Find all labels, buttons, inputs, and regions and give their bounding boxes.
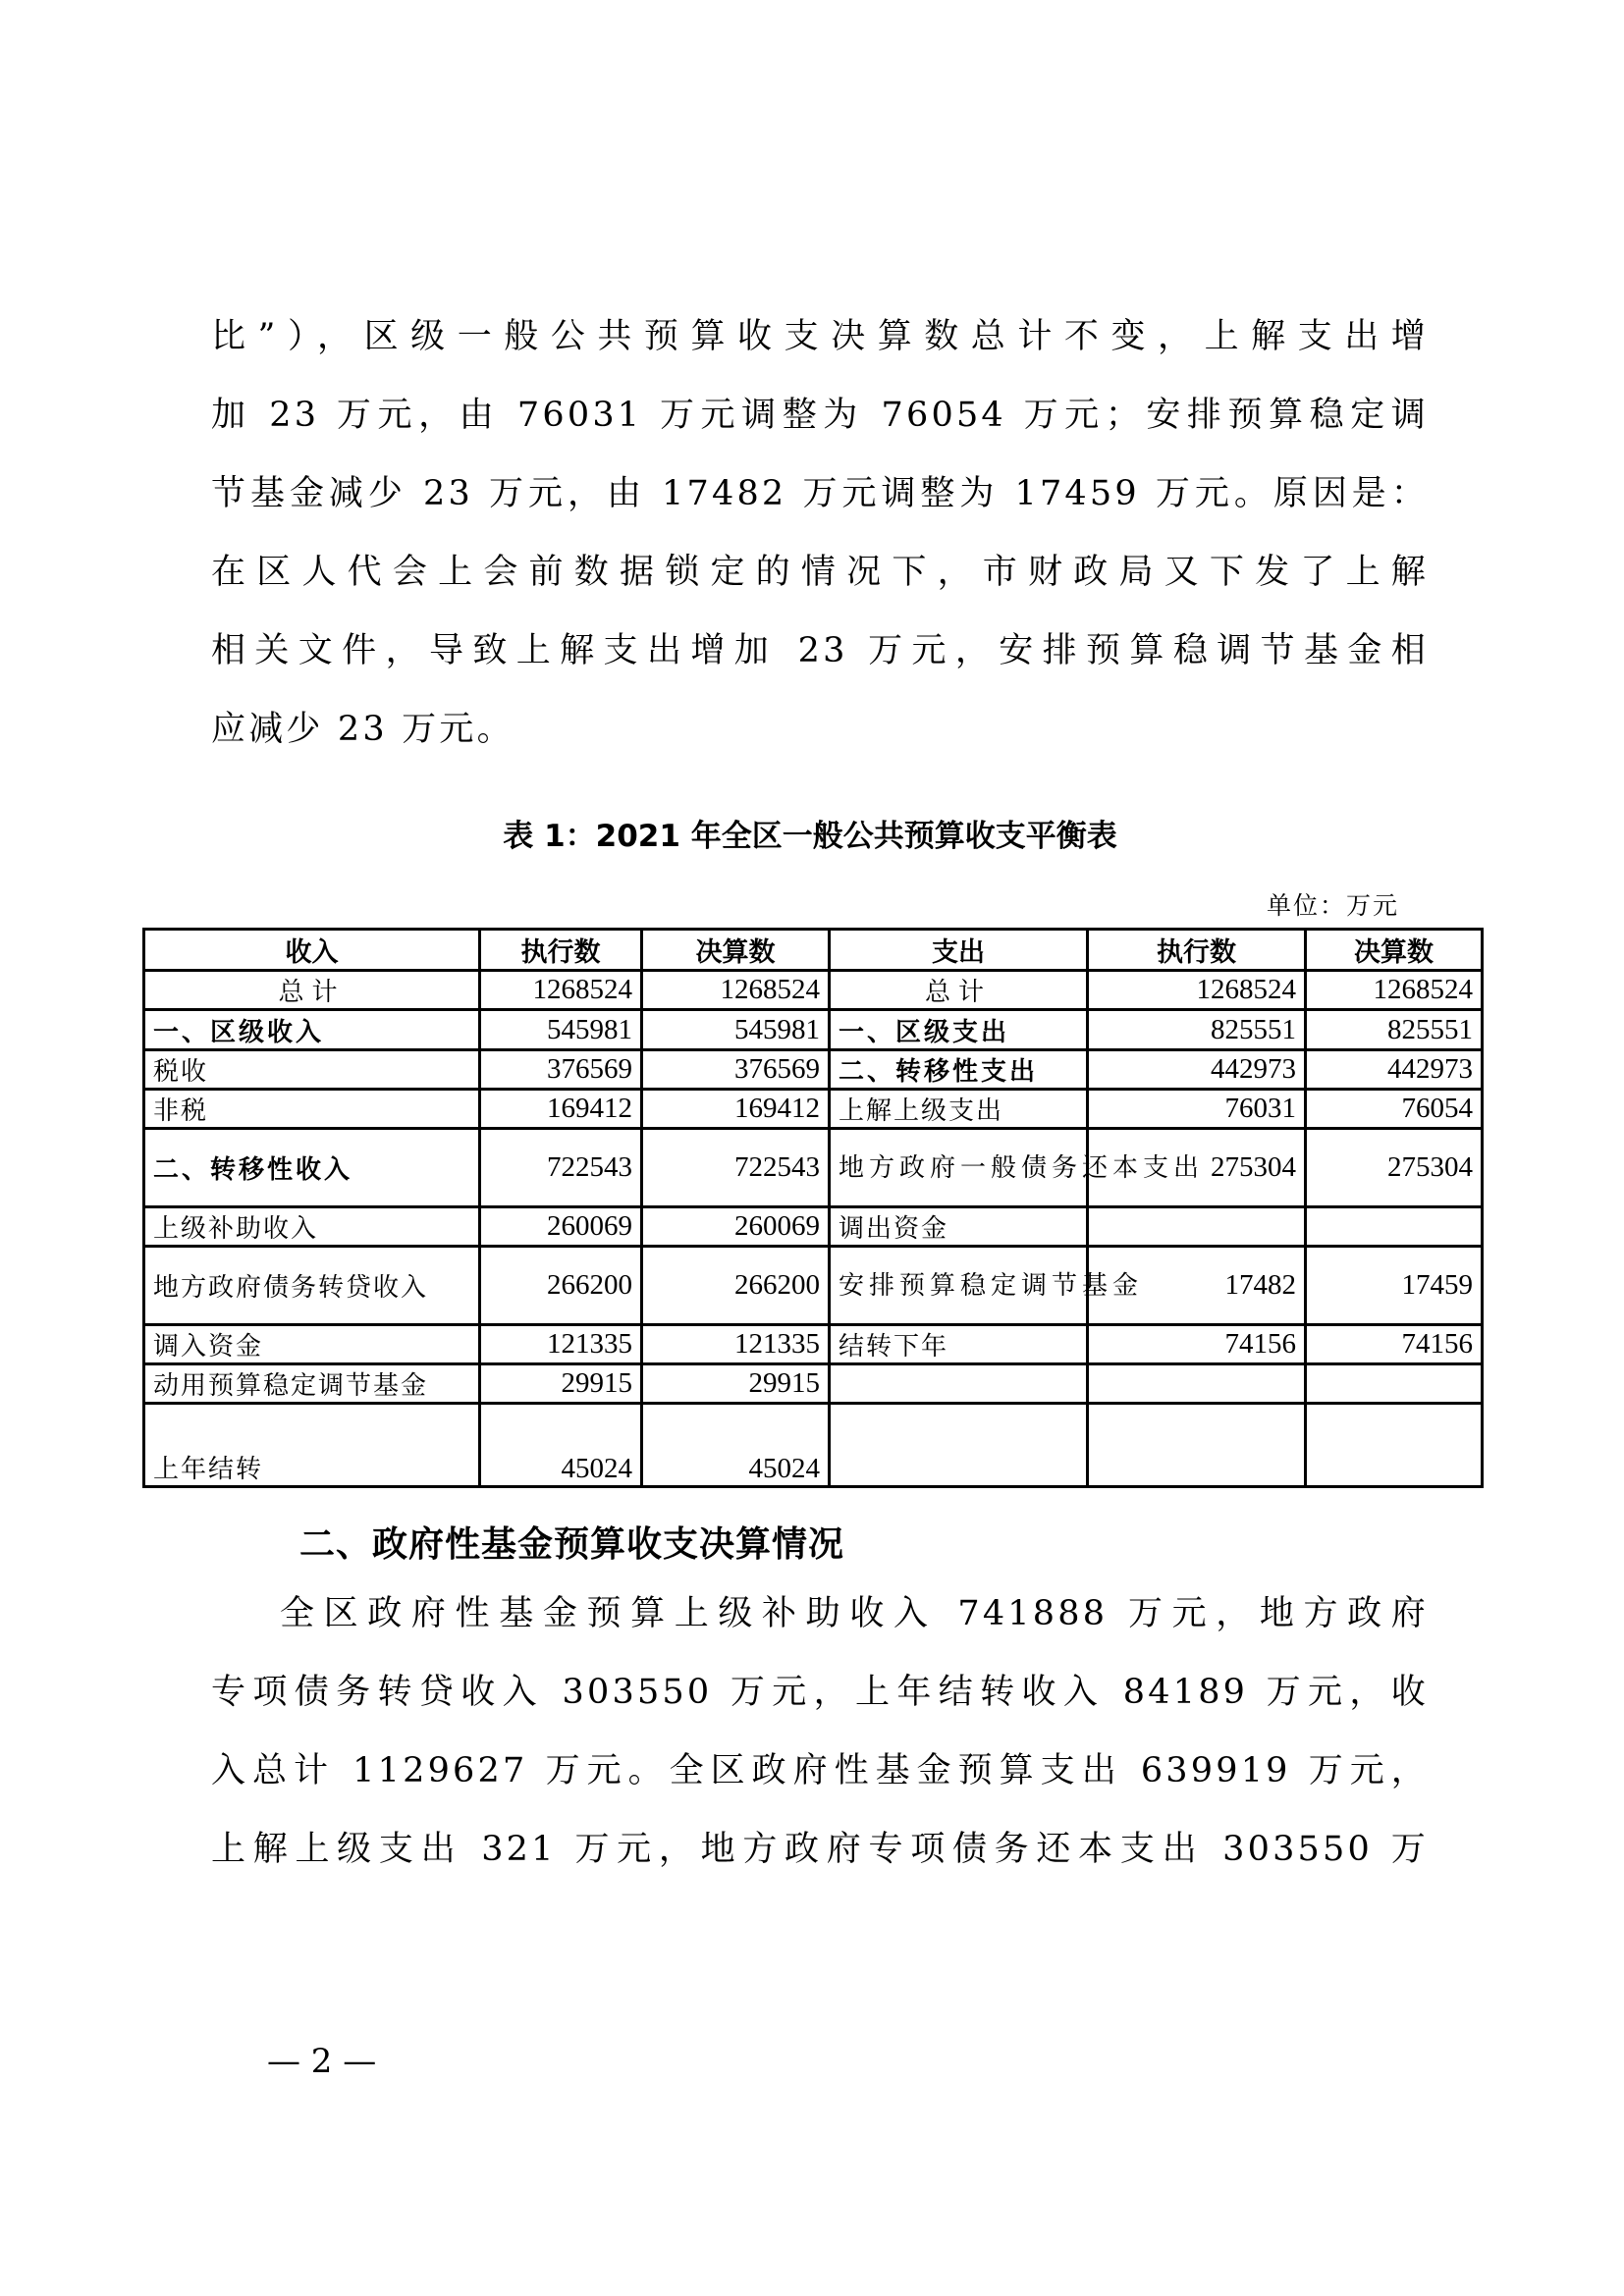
income-final-value: 1268524 (642, 971, 830, 1010)
income-exec-value: 376569 (480, 1050, 642, 1090)
income-label: 总计 (144, 971, 480, 1010)
expense-exec-value: 1268524 (1088, 971, 1306, 1010)
income-label: 调入资金 (144, 1325, 480, 1364)
table-unit: 单位：万元 (1267, 891, 1400, 920)
income-final-value: 545981 (642, 1010, 830, 1050)
expense-final-value: 442973 (1306, 1050, 1483, 1090)
paragraph-line: 全区政府性基金预算上级补助收入 741888 万元，地方政府 (280, 1594, 1429, 1633)
expense-exec-value: 442973 (1088, 1050, 1306, 1090)
income-exec-value: 45024 (480, 1404, 642, 1487)
column-header-income-final: 决算数 (642, 930, 830, 971)
income-exec-value: 121335 (480, 1325, 642, 1364)
table-row (144, 1207, 1483, 1247)
table-row (144, 1404, 1483, 1487)
column-header-expense-exec: 执行数 (1088, 930, 1306, 971)
column-header-expense: 支出 (830, 930, 1088, 971)
expense-label: 地方政府一般债务还本支出 (830, 1129, 1088, 1207)
column-header-expense-final: 决算数 (1306, 930, 1483, 971)
income-exec-value: 266200 (480, 1247, 642, 1325)
income-label: 动用预算稳定调节基金 (144, 1364, 480, 1404)
expense-final-value: 275304 (1306, 1129, 1483, 1207)
expense-final-value: 1268524 (1306, 971, 1483, 1010)
table-header-row (144, 930, 1483, 971)
income-exec-value: 29915 (480, 1364, 642, 1404)
paragraph-line: 在区人代会上会前数据锁定的情况下，市财政局又下发了上解 (211, 553, 1429, 592)
expense-exec-value (1088, 1207, 1306, 1247)
paragraph-line: 节基金减少 23 万元，由 17482 万元调整为 17459 万元。原因是： (211, 474, 1429, 513)
income-label: 税收 (144, 1050, 480, 1090)
table-row (144, 1247, 1483, 1325)
expense-exec-value (1088, 1404, 1306, 1487)
expense-label: 上解上级支出 (830, 1090, 1088, 1129)
expense-exec-value: 825551 (1088, 1010, 1306, 1050)
expense-final-value: 825551 (1306, 1010, 1483, 1050)
expense-exec-value: 275304 (1088, 1129, 1306, 1207)
income-final-value: 260069 (642, 1207, 830, 1247)
income-exec-value: 1268524 (480, 971, 642, 1010)
expense-final-value: 74156 (1306, 1325, 1483, 1364)
expense-final-value (1306, 1404, 1483, 1487)
table-row (144, 971, 1483, 1010)
expense-label: 安排预算稳定调节基金 (830, 1247, 1088, 1325)
income-final-value: 722543 (642, 1129, 830, 1207)
income-exec-value: 545981 (480, 1010, 642, 1050)
column-header-income-exec: 执行数 (480, 930, 642, 971)
income-label: 上年结转 (144, 1404, 480, 1487)
expense-final-value: 17459 (1306, 1247, 1483, 1325)
income-final-value: 266200 (642, 1247, 830, 1325)
expense-exec-value: 74156 (1088, 1325, 1306, 1364)
expense-label: 总计 (830, 971, 1088, 1010)
paragraph-line: 加 23 万元，由 76031 万元调整为 76054 万元；安排预算稳定调 (211, 396, 1429, 435)
income-label: 上级补助收入 (144, 1207, 480, 1247)
column-header-income: 收入 (144, 930, 480, 971)
expense-label: 二、转移性支出 (830, 1050, 1088, 1090)
income-exec-value: 260069 (480, 1207, 642, 1247)
income-label: 地方政府债务转贷收入 (144, 1247, 480, 1325)
paragraph-line: 应减少 23 万元。 (211, 710, 514, 749)
income-exec-value: 722543 (480, 1129, 642, 1207)
income-label: 一、区级收入 (144, 1010, 480, 1050)
table-row (144, 1325, 1483, 1364)
expense-final-value: 76054 (1306, 1090, 1483, 1129)
expense-exec-value: 76031 (1088, 1090, 1306, 1129)
income-final-value: 376569 (642, 1050, 830, 1090)
expense-exec-value: 17482 (1088, 1247, 1306, 1325)
income-final-value: 45024 (642, 1404, 830, 1487)
income-final-value: 169412 (642, 1090, 830, 1129)
income-label: 非税 (144, 1090, 480, 1129)
budget-balance-table (142, 928, 1484, 1488)
income-label: 二、转移性收入 (144, 1129, 480, 1207)
paragraph-line: 上解上级支出 321 万元，地方政府专项债务还本支出 303550 万 (211, 1830, 1429, 1869)
expense-label: 结转下年 (830, 1325, 1088, 1364)
page-number: — 2 — (267, 2042, 377, 2081)
table-row (144, 1364, 1483, 1404)
income-exec-value: 169412 (480, 1090, 642, 1129)
expense-final-value (1306, 1207, 1483, 1247)
income-final-value: 121335 (642, 1325, 830, 1364)
section-heading: 二、政府性基金预算收支决算情况 (299, 1524, 845, 1565)
expense-label (830, 1404, 1088, 1487)
paragraph-line: 比”），区级一般公共预算收支决算数总计不变，上解支出增 (211, 317, 1429, 356)
expense-exec-value (1088, 1364, 1306, 1404)
expense-label (830, 1364, 1088, 1404)
paragraph-line: 专项债务转贷收入 303550 万元，上年结转收入 84189 万元，收 (211, 1673, 1429, 1712)
income-final-value: 29915 (642, 1364, 830, 1404)
table-row (144, 1010, 1483, 1050)
table-row (144, 1090, 1483, 1129)
paragraph-line: 相关文件，导致上解支出增加 23 万元，安排预算稳调节基金相 (211, 631, 1429, 670)
expense-label: 调出资金 (830, 1207, 1088, 1247)
table-row (144, 1050, 1483, 1090)
expense-label: 一、区级支出 (830, 1010, 1088, 1050)
expense-final-value (1306, 1364, 1483, 1404)
table-row (144, 1129, 1483, 1207)
table-title: 表 1：2021 年全区一般公共预算收支平衡表 (503, 819, 1117, 854)
paragraph-line: 入总计 1129627 万元。全区政府性基金预算支出 639919 万元， (211, 1751, 1429, 1790)
